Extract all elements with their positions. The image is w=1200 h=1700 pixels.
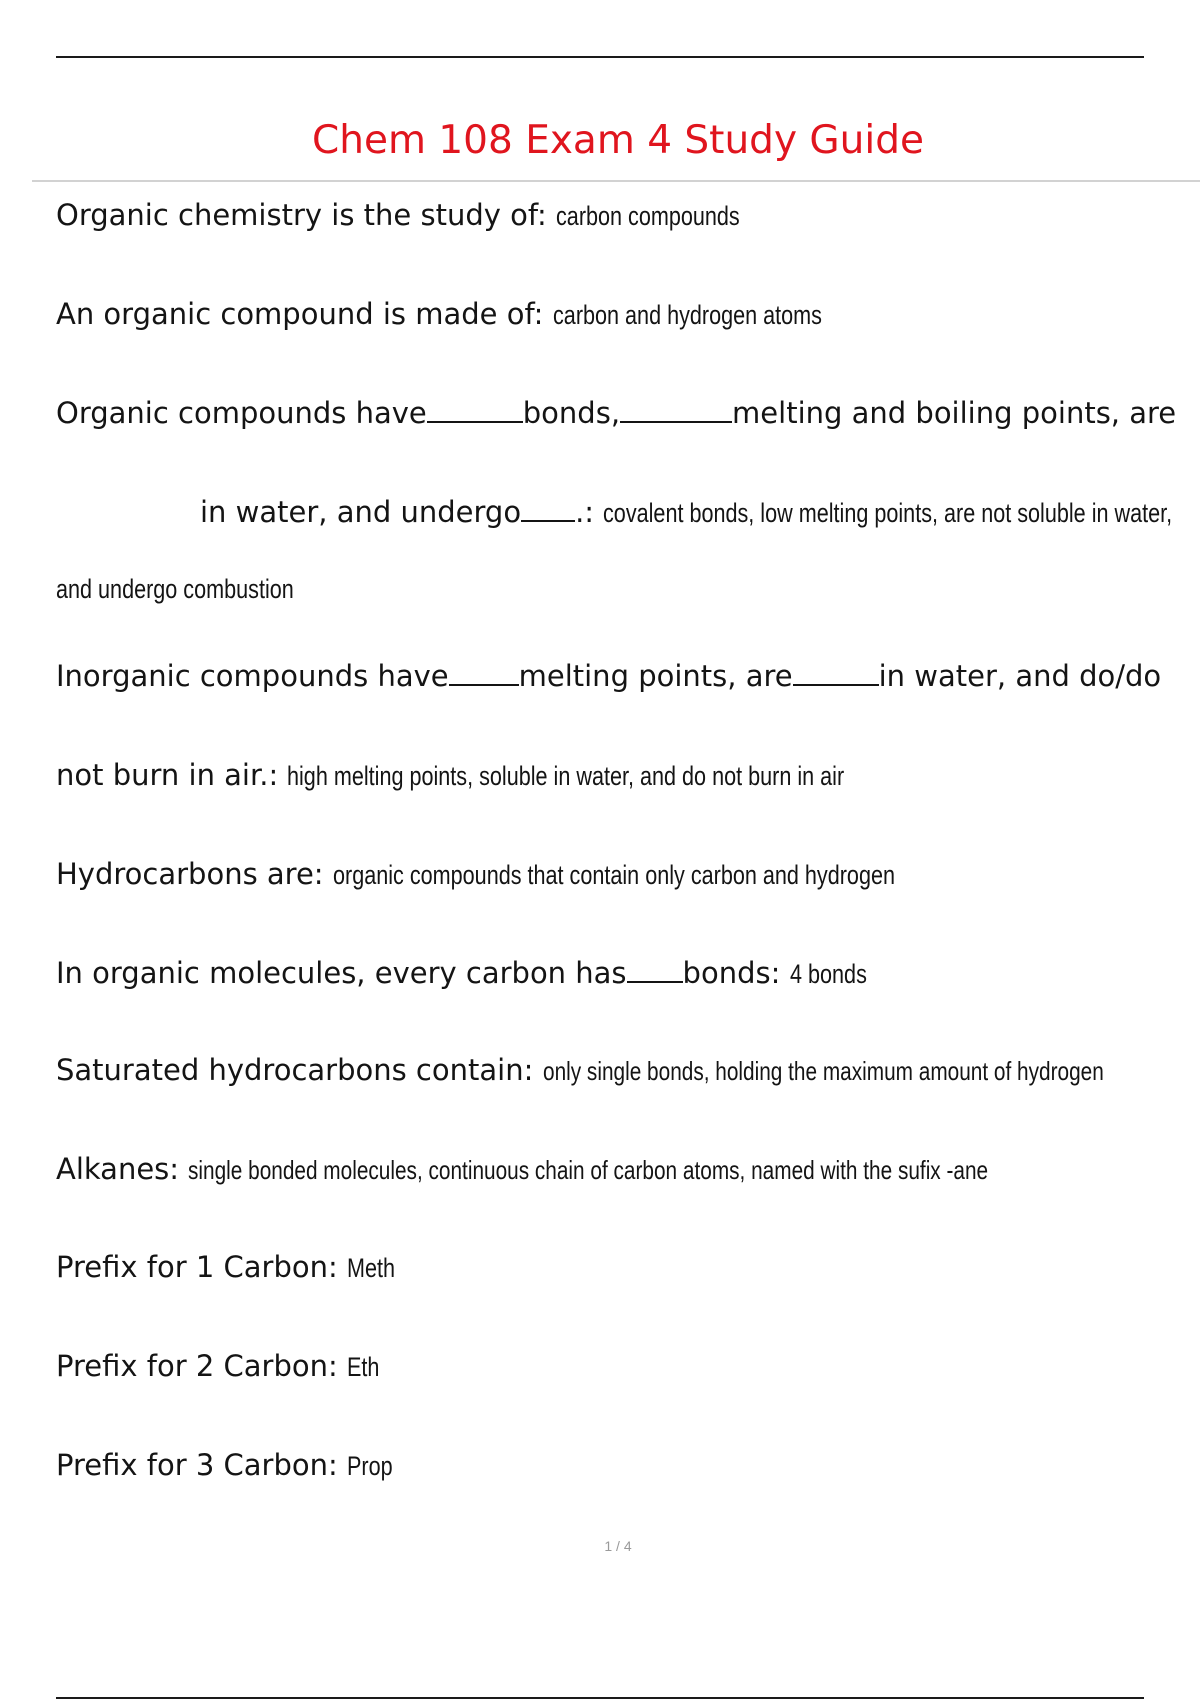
- question-text: Alkanes:: [56, 1152, 180, 1186]
- document-title: Chem 108 Exam 4 Study Guide: [312, 118, 924, 163]
- fill-in-blank: [427, 395, 523, 423]
- answer-text: 4 bonds: [789, 959, 867, 989]
- question-text: melting points, are: [518, 659, 793, 693]
- answer-text: Eth: [346, 1352, 380, 1382]
- answer-text: carbon compounds: [556, 201, 740, 231]
- study-item-organic-properties-cont: [200, 494, 1200, 531]
- study-item-carbon-bonds: [56, 955, 886, 992]
- question-text: Inorganic compounds have: [56, 659, 449, 693]
- question-text: Prefix for 2 Carbon:: [56, 1349, 338, 1383]
- study-item-saturated-hydrocarbons: [56, 1052, 1200, 1089]
- study-item-prefix-1-carbon: [56, 1249, 407, 1286]
- answer-text: high melting points, soluble in water, and do not burn in air: [287, 761, 845, 791]
- question-text: in water, and undergo: [200, 495, 522, 529]
- study-item-alkanes: [56, 1151, 1188, 1188]
- question-text: Prefix for 3 Carbon:: [56, 1448, 338, 1482]
- fill-in-blank: [627, 955, 683, 983]
- header-rule: [56, 56, 1144, 58]
- question-text: Organic chemistry is the study of:: [56, 198, 547, 232]
- study-item-prefix-3-carbon: [56, 1447, 404, 1484]
- question-text: Prefix for 1 Carbon:: [56, 1250, 338, 1284]
- title-underline: [32, 180, 1200, 182]
- answer-text: Prop: [346, 1451, 393, 1481]
- question-text: bonds,: [522, 396, 621, 430]
- question-text: in water, and do/do: [878, 659, 1162, 693]
- question-text: In organic molecules, every carbon has: [56, 956, 627, 990]
- fill-in-blank: [620, 395, 732, 423]
- study-item-organic-chemistry: [56, 197, 786, 234]
- question-text: An organic compound is made of:: [56, 297, 544, 331]
- study-item-organic-properties-answer: [56, 570, 353, 607]
- study-item-inorganic-properties: [56, 658, 1161, 694]
- page-number: 1 / 4: [604, 1538, 632, 1554]
- study-item-organic-compound: [56, 296, 889, 333]
- study-item-hydrocarbons: [56, 856, 1035, 893]
- question-text: Organic compounds have: [56, 396, 427, 430]
- fill-in-blank: [521, 494, 575, 522]
- answer-text: covalent bonds, low melting points, are not soluble in water,: [603, 498, 1173, 528]
- fill-in-blank: [449, 658, 519, 686]
- footer-rule: [56, 1697, 1144, 1699]
- study-item-organic-properties: [56, 395, 1176, 431]
- answer-text: and undergo combustion: [56, 574, 294, 604]
- answer-text: carbon and hydrogen atoms: [552, 300, 822, 330]
- question-text: .:: [575, 495, 595, 529]
- answer-text: Meth: [346, 1253, 396, 1283]
- study-item-inorganic-properties-cont: [56, 757, 984, 794]
- answer-text: single bonded molecules, continuous chain of carbon atoms, named with the sufix -ane: [188, 1155, 989, 1185]
- question-text: not burn in air.:: [56, 758, 279, 792]
- answer-text: only single bonds, holding the maximum amount of hydrogen: [542, 1056, 1104, 1086]
- question-text: Hydrocarbons are:: [56, 857, 324, 891]
- question-text: bonds:: [682, 956, 781, 990]
- question-text: Saturated hydrocarbons contain:: [56, 1053, 534, 1087]
- fill-in-blank: [793, 658, 879, 686]
- answer-text: organic compounds that contain only carbon and hydrogen: [332, 860, 895, 890]
- study-item-prefix-2-carbon: [56, 1348, 388, 1385]
- question-text: melting and boiling points, are: [732, 396, 1177, 430]
